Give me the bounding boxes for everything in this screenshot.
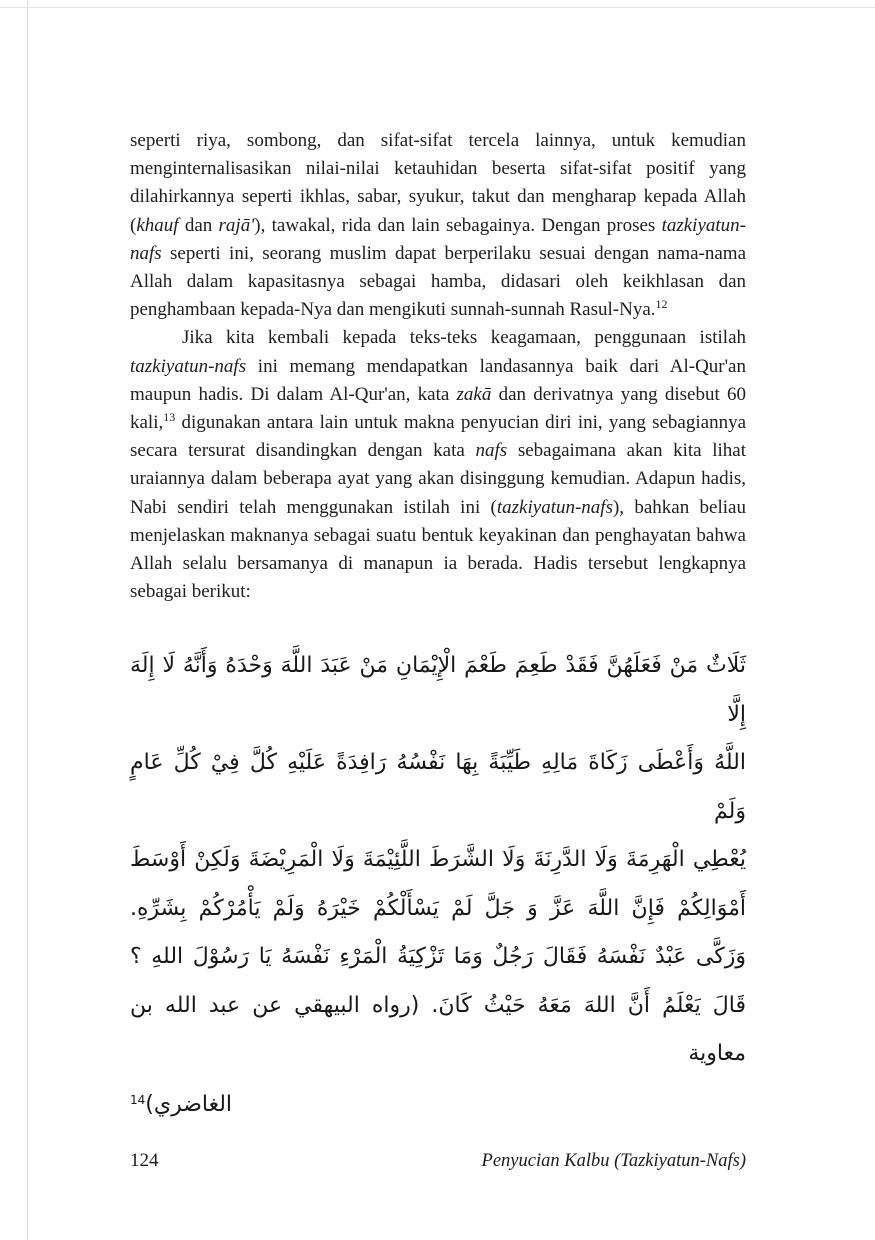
scan-edge-top bbox=[0, 7, 875, 8]
arabic-line-1: ثَلَاثٌ مَنْ فَعَلَهُنَّ فَقَدْ طَعِمَ طَعْمَ الْإِيْمَانِ مَنْ عَبَدَ اللَّهَ وَحْدَهُ وَأَنَّهُ لَا إِلَهَ إِلَّا bbox=[130, 653, 746, 727]
arabic-line-last: الغاضري)$^{14}$ bbox=[130, 1091, 233, 1117]
page-footer bbox=[130, 1150, 746, 1172]
running-title: Penyucian Kalbu (Tazkiyatun-Nafs) bbox=[481, 1151, 746, 1171]
arabic-line-5: وَزَكَّى عَبْدٌ نَفْسَهُ فَقَالَ رَجُلٌ وَمَا تَزْكِيَةُ الْمَرْءِ نَفْسَهُ يَا رَسُوْلَ اللهِ ؟ bbox=[130, 944, 746, 970]
page-number: 124 bbox=[130, 1150, 159, 1171]
scan-edge-left bbox=[27, 0, 28, 1240]
arabic-line-6: قَالَ يَعْلَمُ أَنَّ اللهَ مَعَهُ حَيْثُ كَانَ. (رواه البيهقي عن عبد الله بن معاوية bbox=[130, 992, 746, 1067]
arabic-line-2: اللَّهُ وَأَعْطَى زَكَاةَ مَالِهِ طَيِّبَةً بِهَا نَفْسُهُ رَافِدَةً عَلَيْهِ كُلَّ فِيْ كُلِّ عَامٍ وَلَمْ bbox=[130, 750, 746, 824]
arabic-line-4: أَمْوَالِكُمْ فَإِنَّ اللَّهَ عَزَّ وَ جَلَّ لَمْ يَسْأَلْكُمْ خَيْرَهُ وَلَمْ يَأْمُرْكُمْ بِشَرِّهِ. bbox=[130, 895, 746, 921]
page-content bbox=[130, 127, 746, 1129]
paragraph-continuation: seperti riya, sombong, dan sifat-sifat tercela lainnya, untuk kemudian menginternalisasikan nilai-nilai ketauhidan beserta sifat-sifat positif yang dilahirkannya seperti ikhlas, sabar, syukur, takut dan mengharap kepada Allah (khauf dan rajā'), tawakal, rida dan lain sebagainya. Dengan proses tazkiyatun-nafs seperti ini, seorang muslim dapat berperilaku sesuai dengan nama-nama Allah dalam kapasitasnya sebagai hamba, didasari oleh keikhlasan dan penghambaan kepada-Nya dan mengikuti sunnah-sunnah Rasul-Nya.$^{12}$ bbox=[130, 130, 746, 321]
arabic-line-3: يُعْطِي الْهَرِمَةَ وَلَا الدَّرِنَةَ وَلَا الشَّرَطَ اللَّئِيْمَةَ وَلَا الْمَرِيْضَةَ وَلَكِنْ أَوْسَطَ bbox=[130, 847, 746, 873]
arabic-hadith-block bbox=[130, 642, 746, 1129]
paragraph-2: Jika kita kembali kepada teks-teks keagamaan, penggunaan istilah tazkiyatun-nafs ini memang mendapatkan landasannya baik dari Al-Qur'an maupun hadis. Di dalam Al-Qur'an, kata zakā dan derivatnya yang disebut 60 kali,$^{13}$ digunakan antara lain untuk makna penyucian diri ini, yang sebagiannya secara tersurat disandingkan dengan kata nafs sebagaimana akan kita lihat uraiannya dalam beberapa ayat yang akan disinggung kemudian. Adapun hadis, Nabi sendiri telah menggunakan istilah ini (tazkiyatun-nafs), bahkan beliau menjelaskan maknanya sebagai suatu bentuk keyakinan dan penghayatan bahwa Allah selalu bersamanya di manapun ia berada. Hadis tersebut lengkapnya sebagai berikut: bbox=[130, 327, 747, 603]
